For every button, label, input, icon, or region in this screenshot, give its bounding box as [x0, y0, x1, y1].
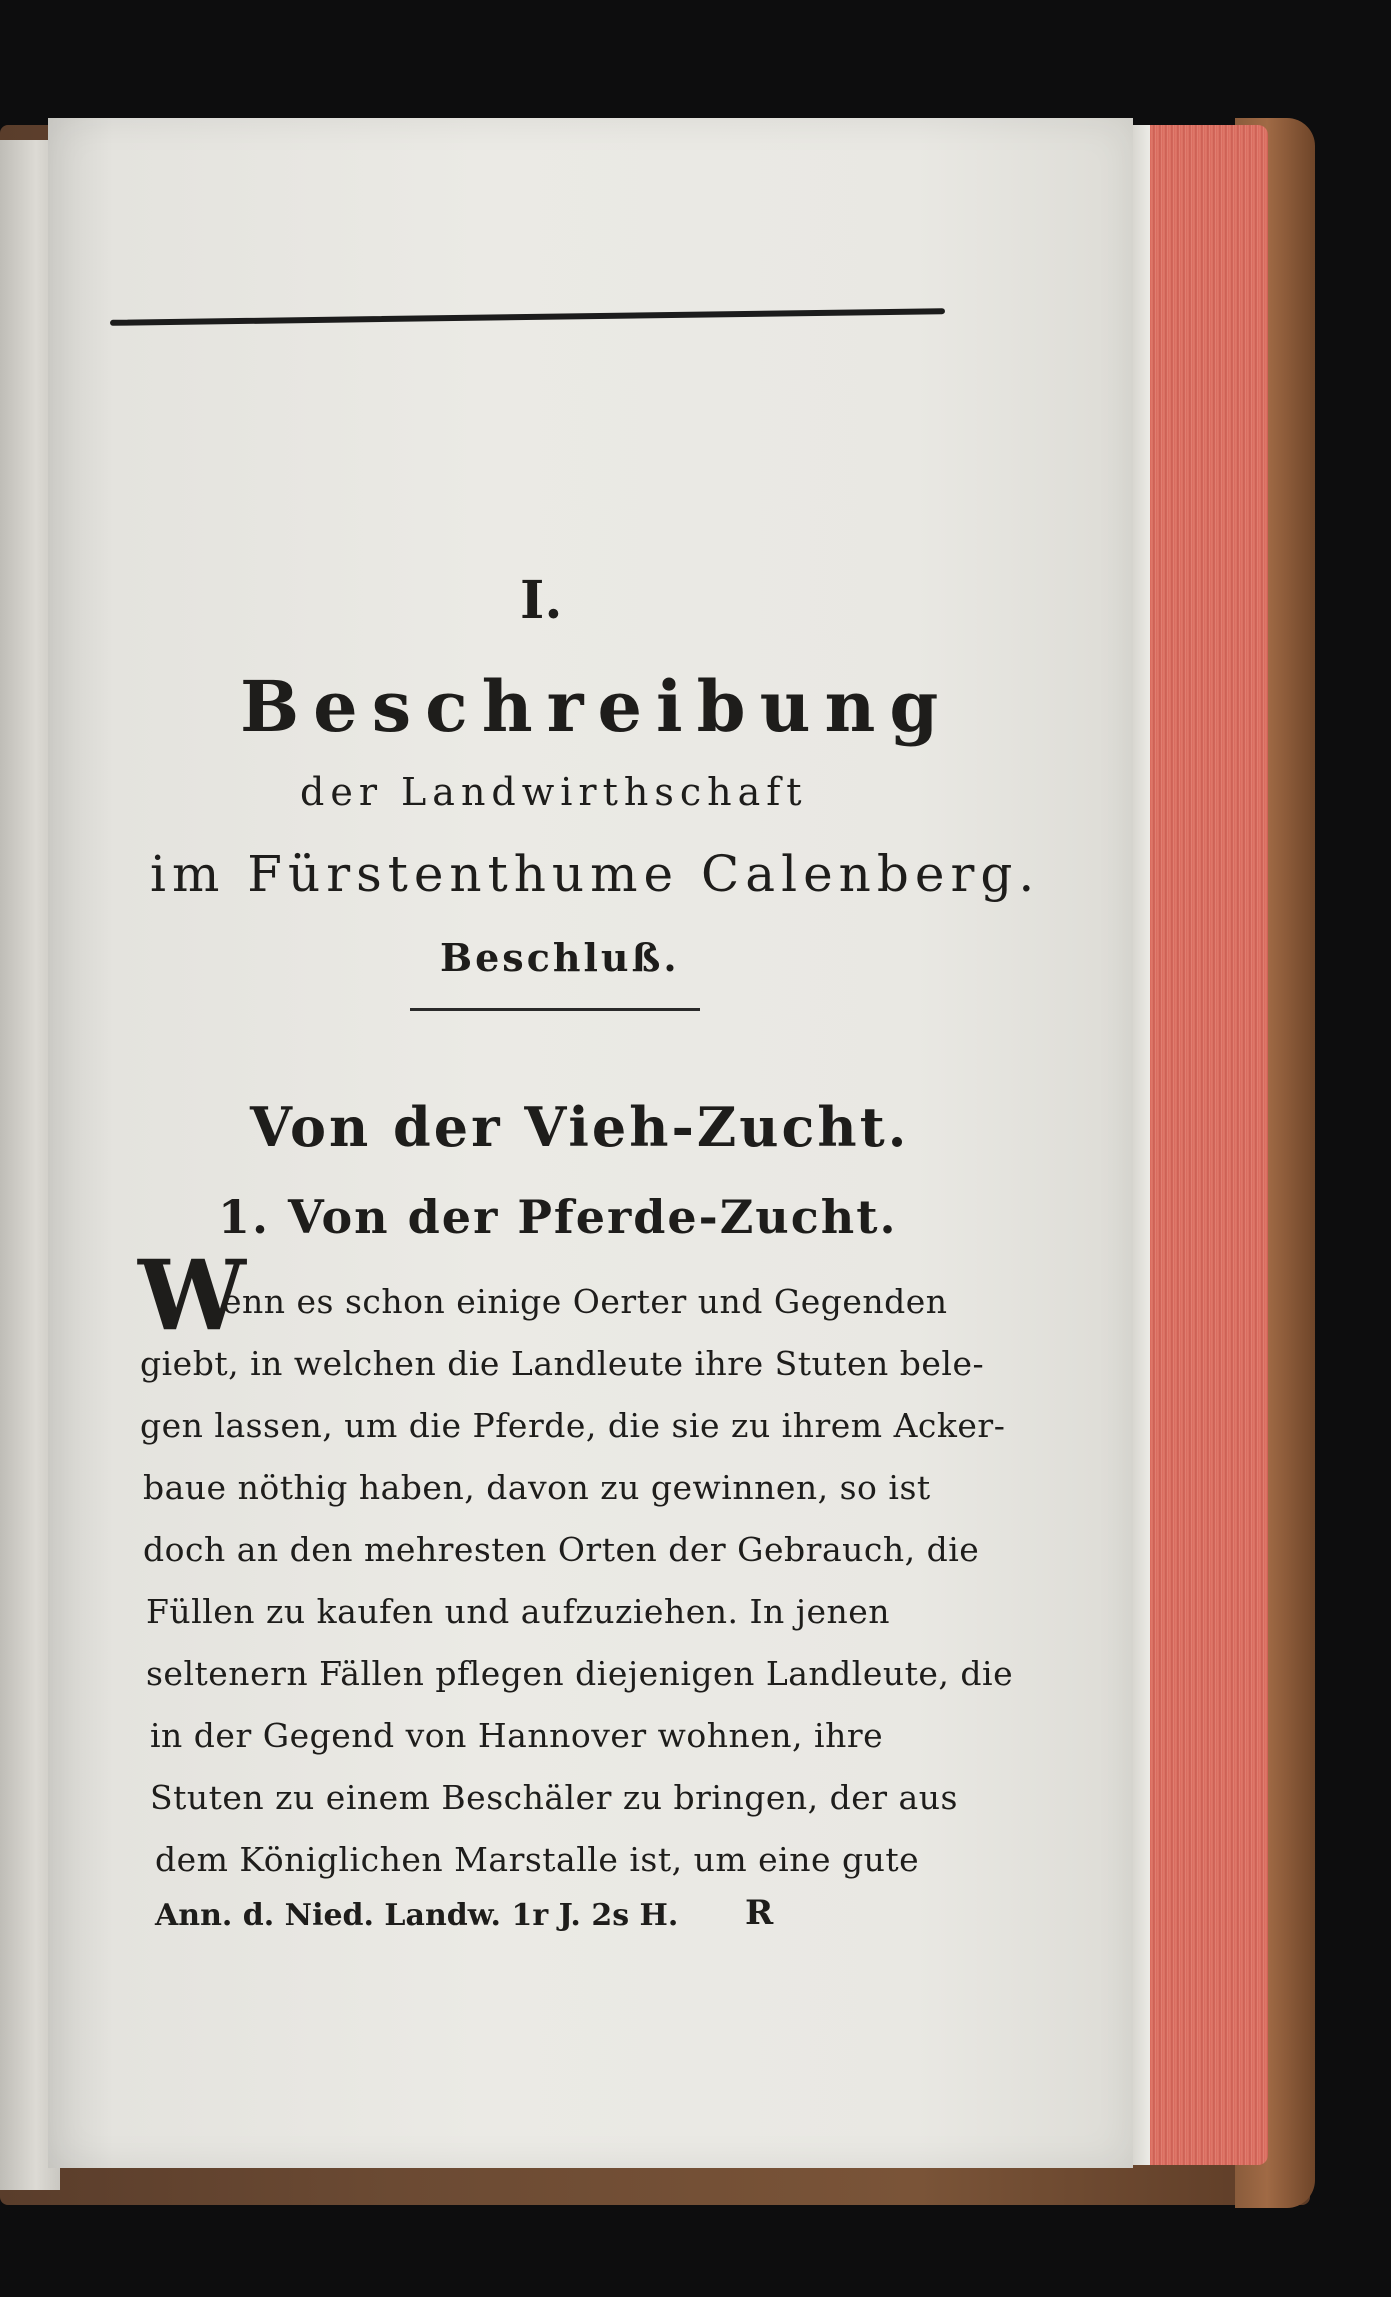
- subtitle-line-1: der Landwirthschaft: [300, 770, 808, 814]
- continuation-label: Beschluß.: [440, 935, 680, 980]
- short-rule: [410, 1008, 700, 1011]
- body-line: seltenern Fällen pflegen diejenigen Landleute, die: [146, 1654, 1014, 1693]
- red-page-edges: [1138, 125, 1268, 2165]
- body-line: gen lassen, um die Pferde, die sie zu ihrem Acker-: [140, 1406, 1006, 1445]
- signature-mark: R: [745, 1893, 774, 1933]
- body-line: enn es schon einige Oerter und Gegenden: [222, 1282, 948, 1321]
- body-line: in der Gegend von Hannover wohnen, ihre: [150, 1716, 884, 1755]
- body-line: dem Königlichen Marstalle ist, um eine gute: [155, 1840, 920, 1879]
- drop-cap: W: [138, 1239, 246, 1352]
- chapter-number: I.: [520, 570, 563, 631]
- section-heading: Von der Vieh-Zucht.: [250, 1095, 910, 1159]
- body-line: Stuten zu einem Beschäler zu bringen, der aus: [150, 1778, 958, 1817]
- body-line: giebt, in welchen die Landleute ihre Stuten bele-: [140, 1344, 985, 1383]
- page-title: Beschreibung: [240, 665, 953, 748]
- body-line: doch an den mehresten Orten der Gebrauch, die: [143, 1530, 980, 1569]
- footer-signature-line: Ann. d. Nied. Landw. 1r J. 2s H.: [155, 1898, 679, 1933]
- body-line: Füllen zu kaufen und aufzuziehen. In jenen: [146, 1592, 891, 1631]
- subsection-heading: 1. Von der Pferde-Zucht.: [218, 1190, 898, 1244]
- body-line: baue nöthig haben, davon zu gewinnen, so ist: [143, 1468, 931, 1507]
- subtitle-line-2: im Fürstenthume Calenberg.: [150, 845, 1041, 903]
